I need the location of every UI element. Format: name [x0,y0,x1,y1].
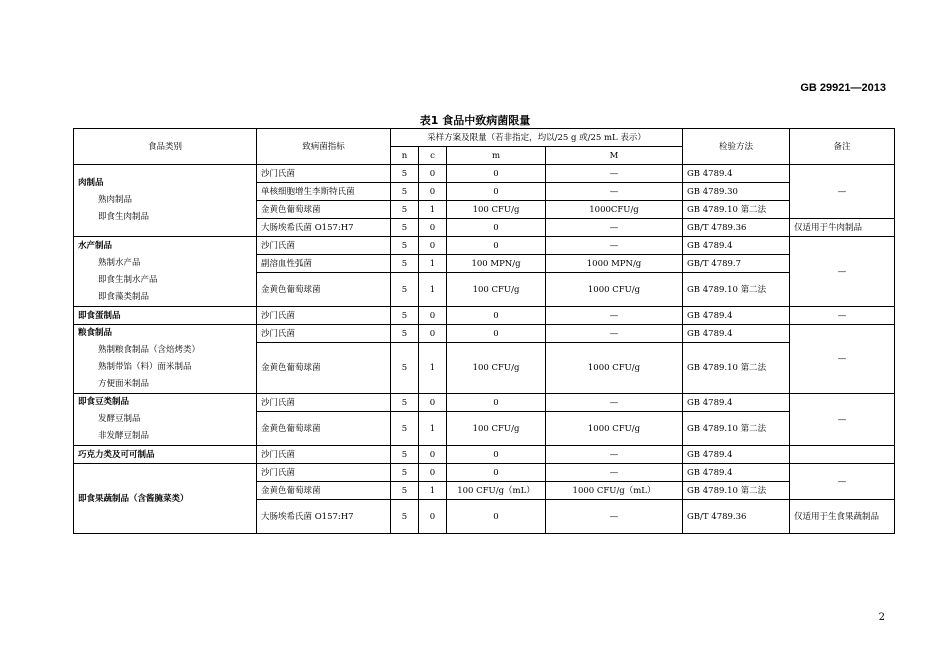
remark-cell: 仅适用于牛肉制品 [790,219,895,237]
table-row [74,464,895,482]
m-cell: 0 [447,394,546,412]
method-cell: GB/T 4789.36 [683,219,790,237]
pathogen-cell: 沙门氏菌 [257,325,391,343]
category-sub: 方便面米制品 [98,379,150,389]
remark-cell: — [790,237,895,307]
pathogen-cell: 副溶血性弧菌 [257,255,391,273]
category-sub: 熟肉制品 [98,195,133,205]
standard-number: GB 29921—2013 [800,82,886,94]
c-cell: 0 [419,446,447,464]
n-cell: 5 [391,237,419,255]
n-cell: 5 [391,482,419,500]
header-sampling: 采样方案及限量（若非指定，均以/25 g 或/25 mL 表示） [391,129,683,147]
m-cell: 100 CFU/g [447,273,546,307]
category-sub: 熟制带馅（料）面米制品 [98,362,192,372]
c-cell: 0 [419,165,447,183]
pathogen-cell: 金黄色葡萄球菌 [257,482,391,500]
m-cell: 0 [447,464,546,482]
M-cell: — [546,464,683,482]
n-cell: 5 [391,255,419,273]
n-cell: 5 [391,343,419,394]
M-cell: 1000 CFU/g [546,273,683,307]
header-method: 检验方法 [683,129,790,165]
remark-cell: — [790,464,895,500]
pathogen-cell: 沙门氏菌 [257,394,391,412]
method-cell: GB 4789.10 第二法 [683,273,790,307]
category-title: 粮食制品 [78,328,113,338]
m-cell: 100 MPN/g [447,255,546,273]
m-cell: 100 CFU/g（mL） [447,482,546,500]
M-cell: — [546,500,683,534]
remark-cell: — [790,165,895,219]
category-title: 即食豆类制品 [78,397,130,407]
remark-cell: — [790,394,895,446]
category-title: 即食蛋制品 [78,310,121,321]
category-sub: 熟制粮食制品（含焙烤类） [98,345,201,355]
pathogen-cell: 金黄色葡萄球菌 [257,273,391,307]
M-cell: — [546,237,683,255]
m-cell: 0 [447,183,546,201]
category-fruit-veg [74,464,257,534]
pathogen-cell: 大肠埃希氏菌 O157:H7 [257,219,391,237]
c-cell: 0 [419,500,447,534]
category-sub: 熟制水产品 [98,257,141,268]
header-m: m [447,147,546,165]
method-cell: GB 4789.10 第二法 [683,482,790,500]
category-aquatic [74,237,257,307]
category-title: 肉制品 [78,178,104,188]
header-row [74,129,895,147]
n-cell: 5 [391,412,419,446]
n-cell: 5 [391,273,419,307]
category-sub: 即食生制水产品 [98,274,158,285]
m-cell: 100 CFU/g [447,343,546,394]
category-sub: 非发酵豆制品 [98,431,150,441]
table-row [74,394,895,412]
c-cell: 0 [419,325,447,343]
remark-cell [790,446,895,464]
M-cell: 1000 MPN/g [546,255,683,273]
method-cell: GB 4789.4 [683,394,790,412]
pathogen-cell: 沙门氏菌 [257,464,391,482]
pathogen-cell: 沙门氏菌 [257,165,391,183]
c-cell: 1 [419,412,447,446]
c-cell: 0 [419,183,447,201]
M-cell: — [546,325,683,343]
method-cell: GB 4789.4 [683,165,790,183]
method-cell: GB 4789.4 [683,237,790,255]
remark-cell: — [790,307,895,325]
n-cell: 5 [391,394,419,412]
category-grain [74,325,257,394]
table-row [74,446,895,464]
pathogen-cell: 金黄色葡萄球菌 [257,343,391,394]
method-cell: GB 4789.10 第二法 [683,201,790,219]
table-title: 表1 食品中致病菌限量 [419,114,531,127]
n-cell: 5 [391,446,419,464]
c-cell: 0 [419,219,447,237]
method-cell: GB 4789.4 [683,464,790,482]
M-cell: 1000 CFU/g [546,343,683,394]
method-cell: GB 4789.10 第二法 [683,343,790,394]
pathogen-cell: 单核细胞增生李斯特氏菌 [257,183,391,201]
M-cell: — [546,307,683,325]
m-cell: 0 [447,237,546,255]
n-cell: 5 [391,307,419,325]
header-pathogen: 致病菌指标 [257,129,391,165]
category-chocolate [74,446,257,464]
c-cell: 0 [419,237,447,255]
c-cell: 1 [419,255,447,273]
n-cell: 5 [391,183,419,201]
M-cell: — [546,183,683,201]
method-cell: GB 4789.30 [683,183,790,201]
category-title: 巧克力类及可可制品 [78,449,155,460]
n-cell: 5 [391,201,419,219]
pathogen-limits-table [73,128,895,534]
m-cell: 100 CFU/g [447,201,546,219]
m-cell: 0 [447,307,546,325]
category-title: 即食果蔬制品（含酱腌菜类） [78,493,189,504]
method-cell: GB 4789.10 第二法 [683,412,790,446]
category-sub: 发酵豆制品 [98,414,141,424]
category-sub: 即食生肉制品 [98,212,150,222]
n-cell: 5 [391,500,419,534]
M-cell: 1000 CFU/g（mL） [546,482,683,500]
table-row [74,307,895,325]
category-title: 水产制品 [78,240,113,251]
method-cell: GB 4789.4 [683,325,790,343]
pathogen-cell: 金黄色葡萄球菌 [257,412,391,446]
table-row [74,165,895,183]
category-soy [74,394,257,446]
method-cell: GB/T 4789.7 [683,255,790,273]
c-cell: 1 [419,201,447,219]
header-n: n [391,147,419,165]
m-cell: 0 [447,219,546,237]
c-cell: 1 [419,273,447,307]
c-cell: 0 [419,307,447,325]
table-row [74,325,895,343]
header-c: c [419,147,447,165]
c-cell: 1 [419,482,447,500]
m-cell: 0 [447,165,546,183]
c-cell: 1 [419,343,447,394]
m-cell: 0 [447,325,546,343]
M-cell: — [546,219,683,237]
m-cell: 0 [447,500,546,534]
m-cell: 0 [447,446,546,464]
c-cell: 0 [419,464,447,482]
method-cell: GB/T 4789.36 [683,500,790,534]
page-number: 2 [878,612,885,623]
M-cell: — [546,165,683,183]
header-remark: 备注 [790,129,895,165]
pathogen-cell: 沙门氏菌 [257,237,391,255]
header-M: M [546,147,683,165]
method-cell: GB 4789.4 [683,446,790,464]
n-cell: 5 [391,325,419,343]
M-cell: — [546,446,683,464]
n-cell: 5 [391,165,419,183]
header-category: 食品类别 [74,129,257,165]
M-cell: — [546,394,683,412]
n-cell: 5 [391,464,419,482]
remark-cell: 仅适用于生食果蔬制品 [790,500,895,534]
category-sub: 即食藻类制品 [98,291,150,302]
M-cell: 1000CFU/g [546,201,683,219]
method-cell: GB 4789.4 [683,307,790,325]
M-cell: 1000 CFU/g [546,412,683,446]
m-cell: 100 CFU/g [447,412,546,446]
table-row [74,237,895,255]
pathogen-cell: 金黄色葡萄球菌 [257,201,391,219]
pathogen-cell: 沙门氏菌 [257,446,391,464]
remark-cell: — [790,325,895,394]
category-meat [74,165,257,237]
c-cell: 0 [419,394,447,412]
category-egg [74,307,257,325]
n-cell: 5 [391,219,419,237]
pathogen-cell: 大肠埃希氏菌 O157:H7 [257,500,391,534]
pathogen-cell: 沙门氏菌 [257,307,391,325]
